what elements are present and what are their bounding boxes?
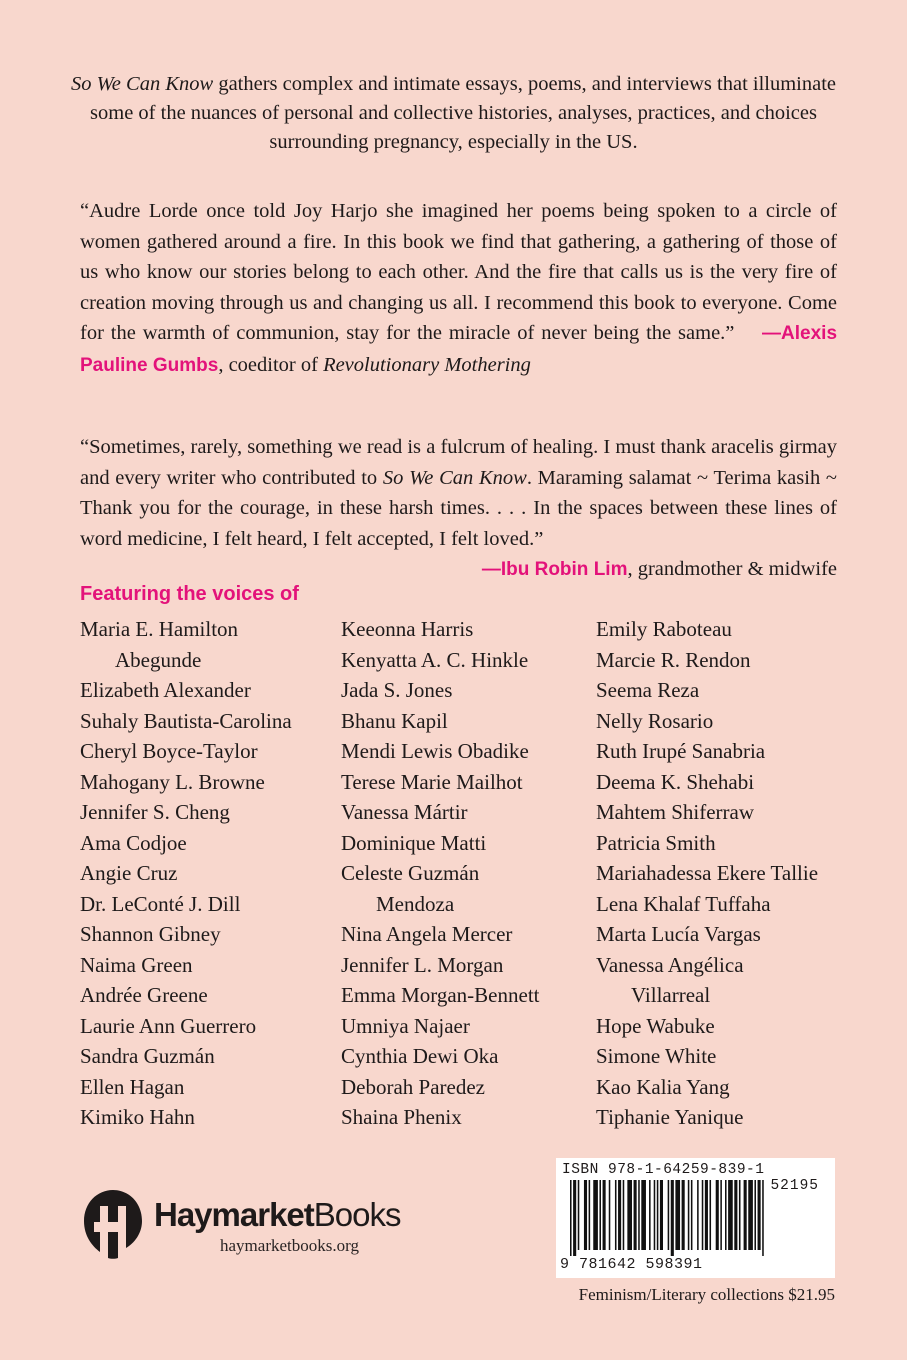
quote-role: , grandmother & midwife — [627, 558, 837, 580]
contributor-name: Kimiko Hahn — [80, 1105, 195, 1129]
barcode-bar — [654, 1180, 656, 1250]
barcode-bar — [649, 1180, 651, 1250]
quote-role: , coeditor of — [218, 353, 324, 376]
intro-blurb — [70, 70, 837, 157]
barcode-bar — [734, 1180, 737, 1250]
contributor-name: Naima Green — [80, 952, 193, 977]
barcode-bar — [697, 1180, 699, 1250]
barcode-bar — [634, 1180, 637, 1250]
contributor-name: Ama Codjoe — [80, 830, 187, 855]
quote-book-title: So We Can Know — [382, 466, 527, 489]
barcode-bar — [725, 1180, 727, 1250]
barcode-bar — [578, 1180, 580, 1250]
barcode-bar — [570, 1180, 572, 1256]
barcode-bar — [615, 1180, 617, 1250]
barcode-bar — [675, 1180, 680, 1250]
contributor-name: Jada S. Jones — [341, 678, 453, 702]
contributor-name: Deema K. Shehabi — [596, 769, 755, 794]
contributor-name: Tiphanie Yanique — [596, 1105, 744, 1129]
barcode-bar — [623, 1180, 625, 1250]
barcode-bar — [671, 1180, 674, 1256]
category-price: Feminism/Literary collections $21.95 — [578, 1285, 835, 1304]
contributor-name: Suhaly Bautista-Carolina — [80, 708, 292, 733]
quote-text-cont: . Maraming salamat ~ Terima kasih ~ Thank you for the courage, in these harsh times. . . . In the spaces between these lines of word medicine, I felt heard, I felt accepted, I felt loved.” — [80, 466, 837, 550]
barcode-bar — [618, 1180, 621, 1250]
barcode-bar — [660, 1180, 663, 1250]
contributor-name: Cheryl Boyce-Taylor — [80, 739, 258, 763]
contributor-name: Emily Raboteau — [596, 617, 732, 641]
contributor-name: Abegunde — [115, 647, 202, 672]
barcode-bar — [705, 1180, 708, 1250]
contributor-name: Marta Lucía Vargas — [596, 922, 761, 946]
ean-number: 9 781642 598391 — [560, 1256, 703, 1273]
barcode-bar — [573, 1180, 576, 1256]
endorsement-lim — [80, 432, 837, 586]
contributor-name: Nelly Rosario — [596, 708, 714, 733]
quote-author: —Alexis Pauline Gumbs — [80, 323, 838, 376]
barcode-bar — [728, 1180, 733, 1250]
barcode-bar — [762, 1180, 764, 1256]
barcode-bar — [593, 1180, 598, 1250]
contributor-name: Ellen Hagan — [80, 1074, 185, 1099]
publisher-name: HaymarketBooks — [154, 1196, 401, 1233]
contributor-name: Angie Cruz — [80, 861, 178, 885]
contributor-name: Shaina Phenix — [341, 1105, 462, 1129]
barcode-bar — [720, 1180, 722, 1250]
contributor-name: Simone White — [596, 1044, 717, 1068]
barcode-bar — [638, 1180, 640, 1250]
barcode-bar — [702, 1180, 704, 1250]
endorsement-gumbs — [80, 196, 837, 381]
contributor-name: Laurie Ann Guerrero — [80, 1013, 257, 1038]
contributor-name: Kenyatta A. C. Hinkle — [341, 647, 529, 672]
contributor-name: Patricia Smith — [596, 830, 716, 855]
contributor-name: Dominique Matti — [341, 830, 487, 855]
publisher-url: haymarketbooks.org — [220, 1236, 359, 1255]
haymarket-logo-icon — [80, 1188, 146, 1260]
contributor-name: Maria E. Hamilton — [80, 617, 239, 641]
barcode-bar — [739, 1180, 741, 1250]
barcode-bar — [589, 1180, 591, 1250]
publisher-logo — [80, 1188, 440, 1268]
contributor-name: Lena Khalaf Tuffaha — [596, 891, 771, 916]
contributor-name: Sandra Guzmán — [80, 1044, 215, 1068]
quote-role-work: Revolutionary Mothering — [323, 353, 531, 376]
contributor-name: Umniya Najaer — [341, 1013, 470, 1038]
contributor-name: Ruth Irupé Sanabria — [596, 739, 766, 763]
barcode-bar — [710, 1180, 712, 1250]
contributors-column-2 — [341, 614, 591, 1133]
contributor-name: Kao Kalia Yang — [596, 1074, 730, 1099]
barcode-bar — [716, 1180, 719, 1250]
barcode-bar — [603, 1180, 606, 1250]
barcode-bar — [657, 1180, 659, 1250]
book-title: So We Can Know — [70, 73, 214, 95]
barcode-bar — [754, 1180, 756, 1250]
contributor-name: Mendoza — [376, 891, 455, 916]
contributor-name: Terese Marie Mailhot — [341, 769, 523, 794]
contributor-name: Cynthia Dewi Oka — [341, 1044, 499, 1068]
contributor-name: Keeonna Harris — [341, 617, 474, 641]
quote-attribution — [80, 554, 837, 586]
barcode-bar — [691, 1180, 693, 1250]
contributor-name: Bhanu Kapil — [341, 708, 448, 733]
contributor-name: Villarreal — [631, 983, 711, 1007]
contributor-name: Mendi Lewis Obadike — [341, 739, 529, 763]
quote-text: “Sometimes, rarely, something we read is a fulcrum of healing. I must thank aracelis girmay and every writer who contributed to — [80, 436, 837, 489]
featuring-heading: Featuring the voices of — [80, 583, 299, 605]
contributor-name: Marcie R. Rendon — [596, 647, 751, 672]
barcode-bar — [641, 1180, 646, 1250]
contributor-name: Mariahadessa Ekere Tallie — [596, 861, 819, 885]
barcode-bar — [627, 1180, 632, 1250]
contributor-name: Vanessa Mártir — [341, 800, 468, 824]
contributor-name: Jennifer L. Morgan — [341, 952, 504, 977]
contributor-name: Nina Angela Mercer — [341, 922, 513, 946]
barcode-bar — [744, 1180, 747, 1250]
contributor-name: Seema Reza — [596, 678, 700, 702]
quote-author: —Ibu Robin Lim — [481, 559, 628, 580]
contributor-name: Shannon Gibney — [80, 922, 221, 946]
contributors-column-3 — [596, 614, 856, 1133]
isbn-barcode — [556, 1158, 835, 1278]
contributor-name: Mahtem Shiferraw — [596, 800, 755, 824]
contributor-name: Vanessa Angélica — [596, 952, 744, 977]
barcode-bars — [570, 1180, 825, 1256]
barcode-bar — [682, 1180, 685, 1250]
intro-text: gathers complex and intimate essays, poems, and interviews that illuminate some of the nuances of personal and collective histories, analyses, practices, and choices surrounding pregnancy, especially in the US. — [90, 73, 837, 153]
barcode-bar — [599, 1180, 601, 1250]
price-code: 52195 — [770, 1178, 819, 1194]
isbn-number: ISBN 978-1-64259-839-1 — [562, 1162, 765, 1178]
quote-text: “Audre Lorde once told Joy Harjo she imagined her poems being spoken to a circle of women gathered around a fire. In this book we find that gathering, a gathering of those of us who know our stories belong to each other. And the fire that calls us is the very fire of creation moving through us and changing us all. I recommend this book to everyone. Come for the warmth of communion, stay for the miracle of never being the same.” — [80, 200, 837, 344]
contributor-name: Jennifer S. Cheng — [80, 800, 230, 824]
contributor-name: Celeste Guzmán — [341, 861, 480, 885]
contributor-name: Hope Wabuke — [596, 1013, 715, 1038]
barcode-bar — [668, 1180, 670, 1250]
barcode-bar — [758, 1180, 761, 1250]
barcode-bar — [584, 1180, 587, 1250]
contributor-name: Dr. LeConté J. Dill — [80, 891, 241, 916]
contributor-name: Deborah Paredez — [341, 1074, 486, 1099]
contributor-name: Emma Morgan-Bennett — [341, 983, 540, 1007]
barcode-bar — [748, 1180, 753, 1250]
contributor-name: Andrée Greene — [80, 983, 208, 1007]
barcode-bar — [688, 1180, 690, 1250]
contributor-name: Elizabeth Alexander — [80, 678, 251, 702]
contributors-column-1 — [80, 614, 340, 1133]
barcode-bar — [609, 1180, 611, 1250]
contributor-name: Mahogany L. Browne — [80, 769, 265, 794]
